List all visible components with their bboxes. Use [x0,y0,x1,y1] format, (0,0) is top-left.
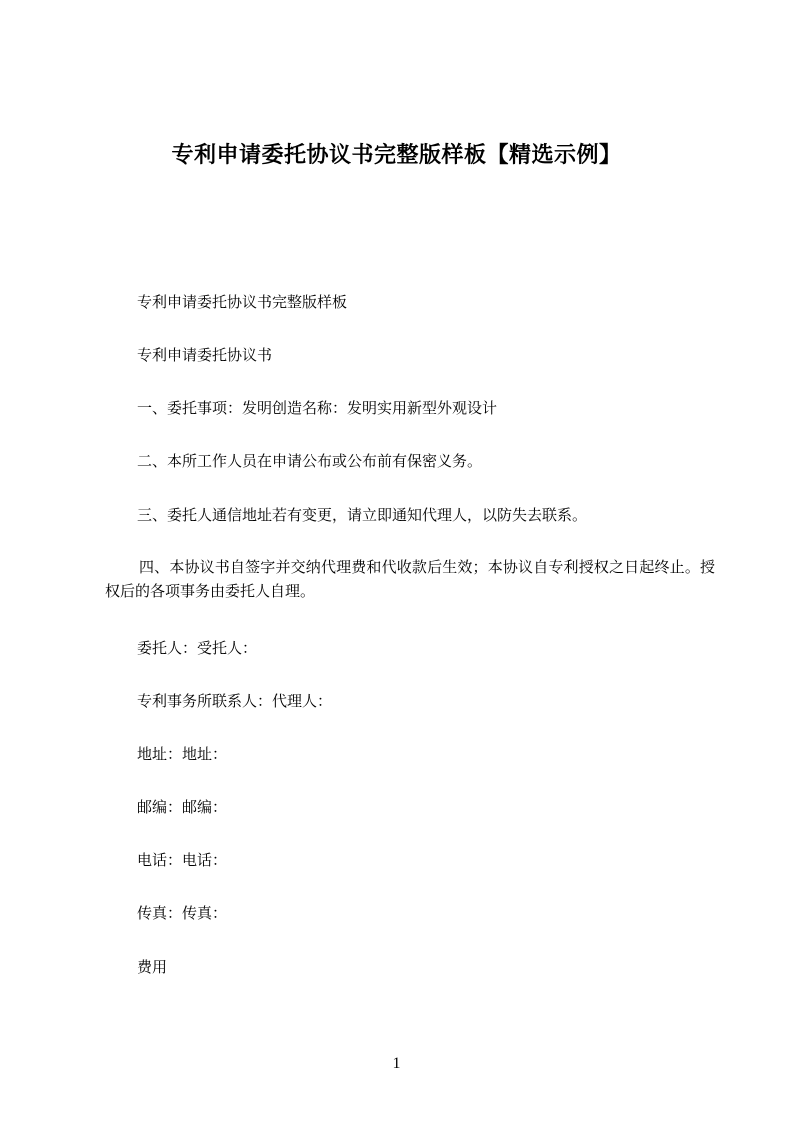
subtitle-line: 专利申请委托协议书完整版样板 [137,293,348,311]
clause-4: 四、本协议书自签字并交纳代理费和代收款后生效；本协议自专利授权之日起终止。授权后的各项事务由委托人自理。 [105,558,715,600]
postcode-line: 邮编：邮编： [137,798,228,816]
fax-line: 传真：传真： [137,904,228,922]
address-line: 地址：地址： [137,745,228,763]
contact-line: 专利事务所联系人：代理人： [137,692,333,710]
document-title: 专利申请委托协议书完整版样板【精选示例】 [171,143,622,168]
clause-1: 一、委托事项：发明创造名称：发明实用新型外观设计 [137,399,498,417]
agreement-heading: 专利申请委托协议书 [137,346,273,364]
signatory-line: 委托人：受托人： [137,639,258,657]
clause-3: 三、委托人通信地址若有变更，请立即通知代理人，以防失去联系。 [137,506,588,524]
clause-2: 二、本所工作人员在申请公布或公布前有保密义务。 [137,452,483,470]
page-number: 1 [392,1055,401,1072]
phone-line: 电话：电话： [137,851,228,869]
fee-line: 费用 [137,958,168,976]
